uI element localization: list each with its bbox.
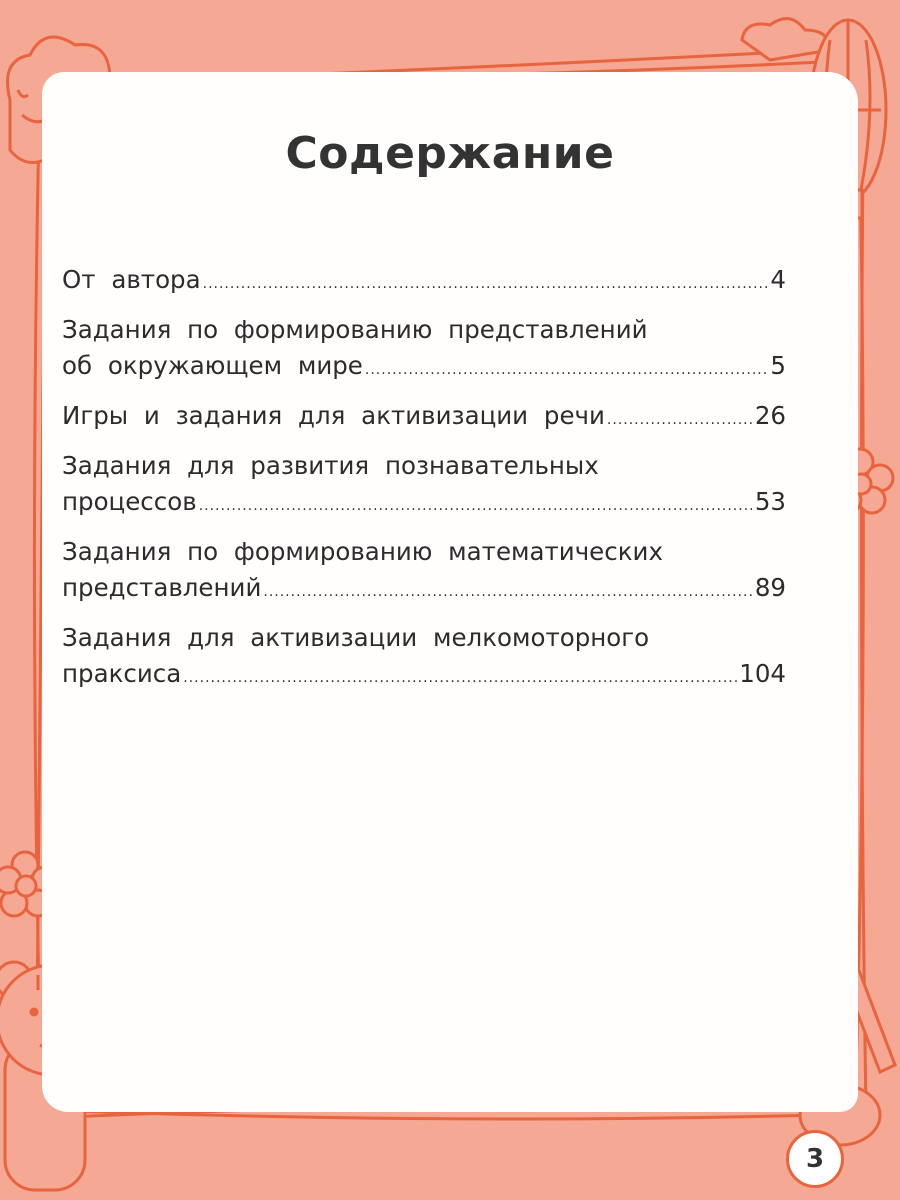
toc-entry-title: От автора: [62, 265, 201, 294]
toc-entry-title: Задания по формированию представлений: [62, 315, 648, 344]
toc-entry-title: Задания для активизации мелкомоторного: [62, 623, 650, 652]
toc-page-number: 89: [754, 573, 786, 602]
toc-page-number: 5: [770, 351, 786, 380]
toc-entry-title: представлений: [62, 573, 262, 602]
toc-entry-title: Задания по формированию математических: [62, 537, 663, 566]
toc-entry[interactable]: [62, 620, 786, 696]
toc-entry[interactable]: [62, 262, 786, 302]
page-number: 3: [786, 1130, 844, 1188]
toc-entry-title: праксиса: [62, 659, 182, 688]
leader-dots: [365, 352, 769, 388]
leader-dots: [199, 488, 753, 524]
toc-page-number: 53: [754, 487, 786, 516]
toc-entry[interactable]: [62, 312, 786, 388]
toc-page-number: 26: [754, 401, 786, 430]
toc-page-number: 4: [770, 265, 786, 294]
toc-entry[interactable]: [62, 398, 786, 438]
toc-entry-title: процессов: [62, 487, 197, 516]
toc-page-number: 104: [739, 659, 786, 688]
toc-entry-title: Задания для развития познавательных: [62, 451, 599, 480]
toc-entry-title: Игры и задания для активизации речи: [62, 401, 605, 430]
page-title: Содержание: [285, 128, 615, 179]
leader-dots: [263, 574, 752, 610]
leader-dots: [607, 402, 753, 438]
leader-dots: [183, 660, 737, 696]
table-of-contents: [62, 262, 786, 706]
toc-entry-title: об окружающем мире: [62, 351, 363, 380]
leader-dots: [203, 266, 769, 302]
toc-entry[interactable]: [62, 448, 786, 524]
toc-entry[interactable]: [62, 534, 786, 610]
